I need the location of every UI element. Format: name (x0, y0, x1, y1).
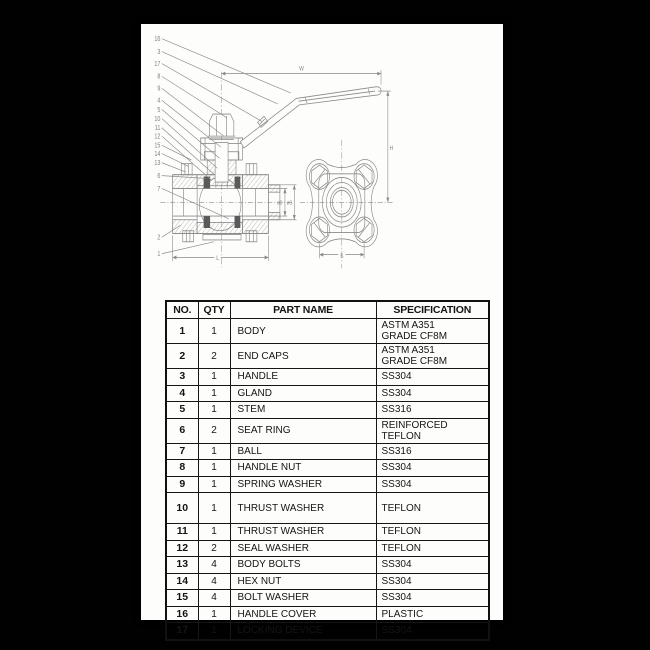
cell-no: 3 (166, 369, 198, 386)
dim-bore-label: øD (277, 201, 283, 207)
dimension-w (222, 66, 381, 85)
cell-qty: 4 (198, 557, 230, 574)
cell-qty: 4 (198, 573, 230, 590)
table-row (166, 606, 489, 623)
cell-qty: 2 (198, 418, 230, 443)
callout-7: 7 (157, 185, 161, 194)
callout-10: 10 (154, 115, 161, 124)
cell-spec: REINFORCED TEFLON (376, 418, 489, 443)
table-row (166, 524, 489, 541)
cell-qty: 1 (198, 385, 230, 402)
cell-name: END CAPS (230, 344, 376, 369)
cell-spec: SS304 (376, 623, 489, 640)
table-row (166, 443, 489, 460)
cell-name: BALL (230, 443, 376, 460)
handle (240, 87, 381, 148)
cell-name: GLAND (230, 385, 376, 402)
header-spec: SPECIFICATION (376, 301, 489, 319)
callout-15: 15 (154, 142, 161, 150)
cell-name: HANDLE NUT (230, 460, 376, 477)
cell-name: THRUST WASHER (230, 493, 376, 524)
cell-qty: 1 (198, 524, 230, 541)
cell-no: 16 (166, 606, 198, 623)
table-row (166, 623, 489, 640)
cell-qty: 1 (198, 369, 230, 386)
dim-s-label: S (340, 253, 344, 261)
cell-qty: 1 (198, 476, 230, 493)
cell-spec: SS316 (376, 402, 489, 419)
cell-spec: ASTM A351 GRADE CF8M (376, 319, 489, 344)
table-row (166, 344, 489, 369)
cell-no: 17 (166, 623, 198, 640)
callout-1: 1 (157, 250, 161, 259)
cell-spec: TEFLON (376, 540, 489, 557)
cell-no: 12 (166, 540, 198, 557)
cell-no: 7 (166, 443, 198, 460)
cell-spec: TEFLON (376, 493, 489, 524)
cell-name: STEM (230, 402, 376, 419)
callout-14: 14 (154, 150, 161, 159)
cell-spec: SS304 (376, 590, 489, 607)
cell-qty: 1 (198, 319, 230, 344)
callout-13: 13 (154, 159, 161, 168)
parts-table-body (166, 319, 489, 640)
callout-17: 17 (154, 60, 161, 69)
table-row (166, 540, 489, 557)
cell-qty: 4 (198, 590, 230, 607)
cell-spec: SS304 (376, 369, 489, 386)
dim-h-label: H (389, 145, 394, 153)
cell-no: 5 (166, 402, 198, 419)
callout-11: 11 (154, 124, 161, 133)
cell-no: 8 (166, 460, 198, 477)
dim-port-label: øG (286, 201, 293, 207)
table-row (166, 385, 489, 402)
cell-name: SPRING WASHER (230, 476, 376, 493)
cell-no: 6 (166, 418, 198, 443)
table-row (166, 460, 489, 477)
cell-no: 11 (166, 524, 198, 541)
callout-3: 3 (157, 48, 161, 57)
header-qty: QTY (198, 301, 230, 319)
side-section-view (173, 87, 381, 242)
cell-name: HANDLE COVER (230, 606, 376, 623)
header-no: NO. (166, 301, 198, 319)
cell-qty: 1 (198, 623, 230, 640)
cell-spec: ASTM A351 GRADE CF8M (376, 344, 489, 369)
table-row (166, 369, 489, 386)
callout-5: 5 (157, 106, 161, 114)
callout-numbers (154, 35, 160, 258)
table-row (166, 319, 489, 344)
callout-6: 6 (157, 172, 161, 181)
cell-no: 10 (166, 493, 198, 524)
cell-name: THRUST WASHER (230, 524, 376, 541)
dimension-l (173, 235, 269, 262)
callout-12: 12 (154, 132, 161, 141)
dimension-h (378, 91, 394, 202)
cell-no: 13 (166, 557, 198, 574)
cell-spec: SS304 (376, 476, 489, 493)
cell-name: BODY (230, 319, 376, 344)
cell-no: 4 (166, 385, 198, 402)
callout-4: 4 (157, 97, 161, 105)
cell-name: BOLT WASHER (230, 590, 376, 607)
cell-spec: SS304 (376, 385, 489, 402)
cell-spec: SS304 (376, 460, 489, 477)
dim-w-label: W (299, 65, 304, 73)
cell-name: SEAL WASHER (230, 540, 376, 557)
cell-name: BODY BOLTS (230, 557, 376, 574)
cell-qty: 2 (198, 540, 230, 557)
cell-qty: 1 (198, 443, 230, 460)
table-row (166, 418, 489, 443)
cell-qty: 1 (198, 402, 230, 419)
table-row (166, 557, 489, 574)
cell-qty: 1 (198, 606, 230, 623)
callout-8: 8 (157, 73, 161, 81)
cell-qty: 1 (198, 493, 230, 524)
dim-l-label: L (216, 255, 220, 263)
cell-qty: 2 (198, 344, 230, 369)
cell-spec: SS316 (376, 443, 489, 460)
callout-2: 2 (157, 233, 161, 242)
cell-spec: SS304 (376, 573, 489, 590)
cell-spec: SS304 (376, 557, 489, 574)
table-row (166, 476, 489, 493)
cell-no: 9 (166, 476, 198, 493)
cell-no: 15 (166, 590, 198, 607)
cell-no: 2 (166, 344, 198, 369)
paper-sheet (141, 24, 503, 637)
parts-table (165, 300, 490, 641)
valve-drawing (141, 24, 503, 296)
header-name: PART NAME (230, 301, 376, 319)
table-row (166, 573, 489, 590)
parts-table-header (166, 301, 489, 319)
cell-name: HANDLE (230, 369, 376, 386)
cell-name: HEX NUT (230, 573, 376, 590)
table-row (166, 402, 489, 419)
cell-no: 1 (166, 319, 198, 344)
callout-9: 9 (157, 85, 161, 93)
cell-name: SEAT RING (230, 418, 376, 443)
cell-name: LOCKING DEVICE (230, 623, 376, 640)
table-row (166, 590, 489, 607)
cell-qty: 1 (198, 460, 230, 477)
callout-16: 16 (154, 35, 161, 44)
cell-spec: TEFLON (376, 524, 489, 541)
cell-spec: PLASTIC (376, 606, 489, 623)
cell-no: 14 (166, 573, 198, 590)
table-row (166, 493, 489, 524)
